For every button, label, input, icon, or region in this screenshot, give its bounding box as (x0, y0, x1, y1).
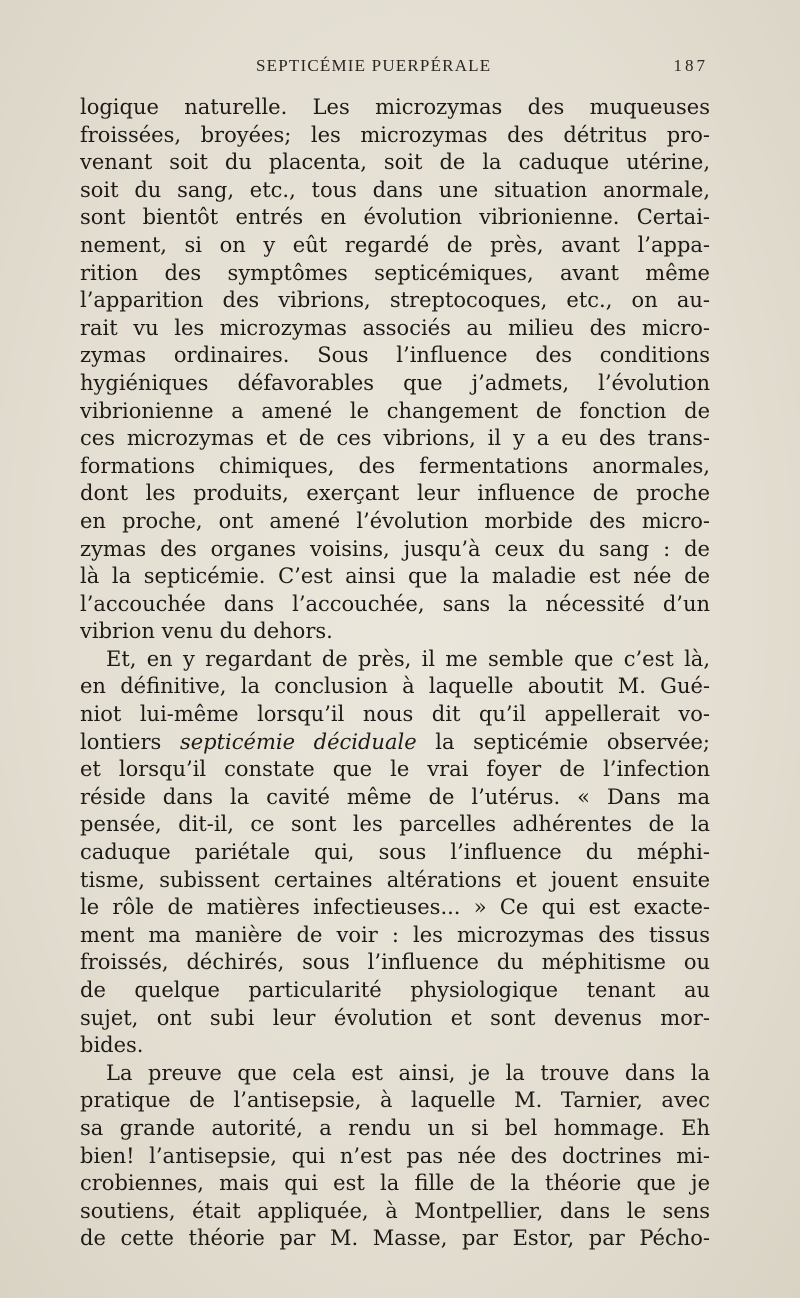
text-line: dont les produits, exerçant leur influence de proche (80, 481, 710, 506)
text-line: réside dans la cavité même de l’utérus. « Dans ma (80, 784, 710, 809)
text-line: en proche, ont amené l’évolution morbide des micro- (80, 508, 710, 533)
body-text (80, 94, 710, 1253)
text-line: zymas ordinaires. Sous l’influence des conditions (80, 343, 710, 368)
text-line: sujet, ont subi leur évolution et sont devenus mor- (80, 1005, 710, 1030)
text-line: formations chimiques, des fermentations anormales, (80, 453, 710, 478)
text-line: de cette théorie par M. Masse, par Estor, par Pécho- (80, 1226, 710, 1251)
text-line: pratique de l’antisepsie, à laquelle M. Tarnier, avec (80, 1088, 710, 1113)
text-line: vibrion venu du dehors. (80, 619, 333, 644)
text-line: niot lui-même lorsqu’il nous dit qu’il appellerait vo- (80, 702, 710, 727)
text-line: le rôle de matières infectieuses... » Ce qui est exacte- (80, 895, 710, 920)
text-line: crobiennes, mais qui est la fille de la théorie que je (80, 1171, 710, 1196)
text-segment: lontiers (80, 729, 162, 754)
italic-term: septicémie déciduale (179, 729, 417, 754)
text-line: logique naturelle. Les microzymas des muqueuses (80, 95, 710, 119)
text-line: froissés, déchirés, sous l’influence du méphitisme ou (80, 950, 710, 975)
text-line: froissées, broyées; les microzymas des détritus pro- (80, 122, 710, 147)
text-line: de quelque particularité physiologique tenant au (80, 978, 710, 1002)
text-line: et lorsqu’il constate que le vrai foyer de l’infection (80, 757, 710, 782)
running-title: SEPTICÉMIE PUERPÉRALE (256, 56, 492, 75)
text-line-with-italic (80, 729, 710, 757)
text-line: rition des symptômes septicémiques, avant même (80, 260, 710, 285)
page-number: 187 (673, 56, 708, 75)
text-line: caduque pariétale qui, sous l’influence du méphi- (80, 840, 710, 865)
text-line: soutiens, était appliquée, à Montpellier, dans le sens (80, 1198, 710, 1223)
text-line: ment ma manière de voir : les microzymas des tissus (80, 922, 710, 947)
text-segment: la septicémie observée; (435, 729, 710, 754)
text-line: Et, en y regardant de près, il me semble que c’est là, (106, 646, 710, 671)
text-line: hygiéniques défavorables que j’admets, l’évolution (80, 370, 710, 395)
text-line: ces microzymas et de ces vibrions, il y a eu des trans- (80, 426, 710, 451)
text-line: nement, si on y eût regardé de près, avant l’appa- (80, 232, 710, 257)
text-line: La preuve que cela est ainsi, je la trouve dans la (106, 1060, 710, 1085)
text-line: pensée, dit-il, ce sont les parcelles adhérentes de la (80, 812, 710, 837)
text-line: zymas des organes voisins, jusqu’à ceux du sang : de (80, 536, 710, 561)
text-line: tisme, subissent certaines altérations et jouent ensuite (80, 867, 710, 892)
text-line: sont bientôt entrés en évolution vibrionienne. Certai- (80, 205, 710, 230)
text-line: soit du sang, etc., tous dans une situation anormale, (80, 177, 710, 202)
running-head (80, 56, 708, 78)
text-line: venant soit du placenta, soit de la caduque utérine, (80, 150, 710, 175)
text-line: rait vu les microzymas associés au milieu des micro- (80, 315, 710, 340)
text-line: l’apparition des vibrions, streptocoques, etc., on au- (80, 288, 710, 313)
text-line: en définitive, la conclusion à laquelle aboutit M. Gué- (80, 674, 710, 699)
text-line: bien! l’antisepsie, qui n’est pas née des doctrines mi- (80, 1143, 710, 1168)
text-line: sa grande autorité, a rendu un si bel hommage. Eh (80, 1115, 710, 1140)
text-line: vibrionienne a amené le changement de fonction de (80, 398, 710, 423)
text-line: là la septicémie. C’est ainsi que la maladie est née de (80, 564, 710, 589)
text-line: l’accouchée dans l’accouchée, sans la nécessité d’un (80, 591, 710, 616)
text-line: bides. (80, 1033, 144, 1058)
